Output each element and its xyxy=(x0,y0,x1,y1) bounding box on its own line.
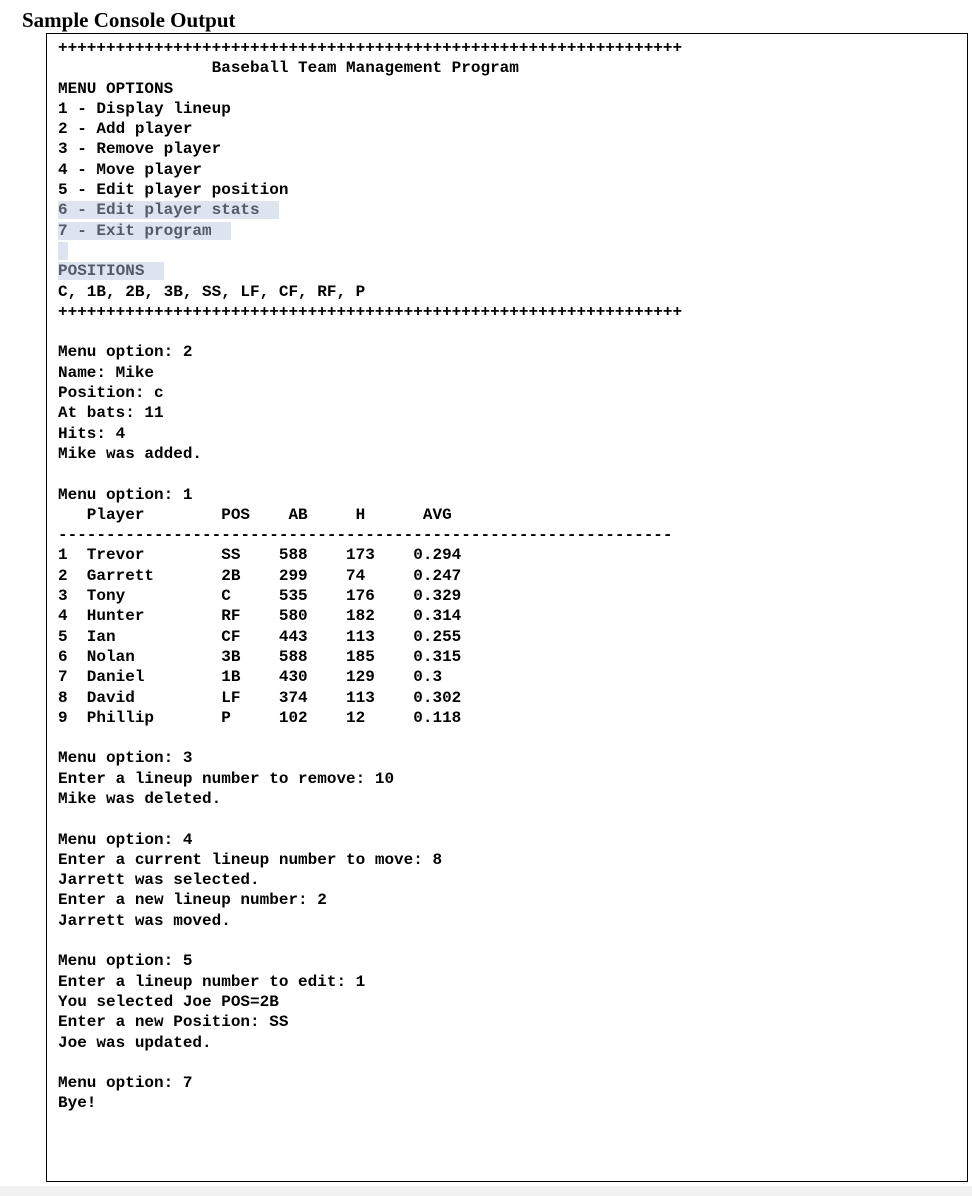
menu-item-add-player: 2 - Add player xyxy=(58,120,193,139)
menu-item-display-lineup: 1 - Display lineup xyxy=(58,99,231,118)
remove-result-line: Mike was deleted. xyxy=(58,789,222,808)
move-result-line: Jarrett was moved. xyxy=(58,911,231,930)
positions-list: C, 1B, 2B, 3B, SS, LF, CF, RF, P xyxy=(58,282,366,301)
lineup-row: 2 Garrett 2B 299 74 0.247 xyxy=(58,566,462,585)
menu-item-edit-stats: 6 - Edit player stats xyxy=(58,201,260,220)
add-result-line: Mike was added. xyxy=(58,444,203,463)
add-at-bats-line: At bats: 11 xyxy=(58,404,164,423)
edit-result-line: Joe was updated. xyxy=(58,1033,212,1052)
menu-item-move-player: 4 - Move player xyxy=(58,160,203,179)
add-position-line: Position: c xyxy=(58,384,164,403)
move-prompt-line: Enter a current lineup number to move: 8 xyxy=(58,850,443,869)
add-name-line: Name: Mike xyxy=(58,363,155,382)
lineup-row: 9 Phillip P 102 12 0.118 xyxy=(58,708,462,727)
divider-top: +++++++++++++++++++++++++++++++++++++++++++++++++++++++++++++++++ xyxy=(58,39,683,57)
add-hits-line: Hits: 4 xyxy=(58,424,126,443)
edit-selected-line: You selected Joe POS=2B xyxy=(58,992,279,1011)
exit-option-line: Menu option: 7 xyxy=(58,1074,193,1093)
move-new-number-line: Enter a new lineup number: 2 xyxy=(58,891,327,910)
lineup-row: 6 Nolan 3B 588 185 0.315 xyxy=(58,647,462,666)
display-option-line: Menu option: 1 xyxy=(58,485,193,504)
bottom-strip xyxy=(0,1186,972,1196)
lineup-row: 7 Daniel 1B 430 129 0.3 xyxy=(58,668,443,687)
divider-bottom: +++++++++++++++++++++++++++++++++++++++++++++++++++++++++++++++++ xyxy=(58,302,683,321)
lineup-row: 3 Tony C 535 176 0.329 xyxy=(58,587,462,606)
page-heading: Sample Console Output xyxy=(22,8,236,32)
console-output-box xyxy=(46,33,968,1182)
menu-item-exit-program: 7 - Exit program xyxy=(58,221,212,240)
program-title: Baseball Team Management Program xyxy=(58,59,519,78)
lineup-table-header: Player POS AB H AVG xyxy=(58,505,452,524)
move-selected-line: Jarrett was selected. xyxy=(58,871,260,890)
add-option-line: Menu option: 2 xyxy=(58,343,193,362)
move-option-line: Menu option: 4 xyxy=(58,830,193,849)
positions-header: POSITIONS xyxy=(58,262,145,281)
console-text xyxy=(58,38,959,1114)
menu-item-edit-position: 5 - Edit player position xyxy=(58,181,289,200)
exit-message-line: Bye! xyxy=(58,1094,97,1113)
lineup-row: 1 Trevor SS 588 173 0.294 xyxy=(58,546,462,565)
edit-option-line: Menu option: 5 xyxy=(58,952,193,971)
lineup-table-divider: ---------------------------------------------------------------- xyxy=(58,526,673,545)
lineup-row: 8 David LF 374 113 0.302 xyxy=(58,688,462,707)
remove-option-line: Menu option: 3 xyxy=(58,749,193,768)
lineup-row: 5 Ian CF 443 113 0.255 xyxy=(58,627,462,646)
menu-item-remove-player: 3 - Remove player xyxy=(58,140,222,159)
lineup-row: 4 Hunter RF 580 182 0.314 xyxy=(58,607,462,626)
edit-prompt-line: Enter a lineup number to edit: 1 xyxy=(58,972,366,991)
edit-new-position-line: Enter a new Position: SS xyxy=(58,1013,289,1032)
menu-header: MENU OPTIONS xyxy=(58,79,174,98)
remove-prompt-line: Enter a lineup number to remove: 10 xyxy=(58,769,395,788)
